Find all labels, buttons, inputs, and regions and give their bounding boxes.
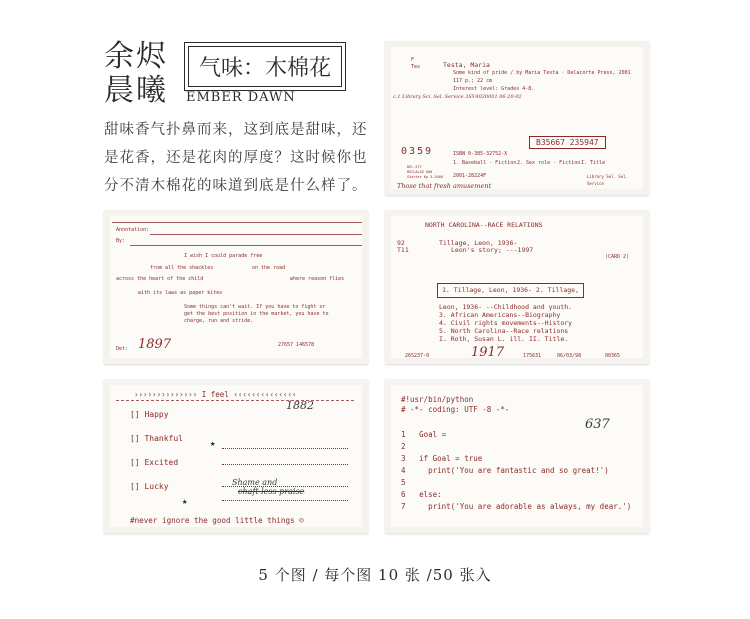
card-handwriting: 1917 <box>471 345 505 360</box>
card-text: 27657 146578 <box>278 342 315 348</box>
card-text: 06/03/98 <box>557 353 582 359</box>
card-text: on the road <box>252 265 286 271</box>
card-text: I. Roth, Susan L. ill. II. Title. <box>439 335 569 343</box>
card-text: 2. Sex role · Fiction <box>517 160 581 166</box>
line-number: 1 <box>401 430 406 439</box>
card-text: Tes <box>411 64 421 70</box>
card-text: Interest level: Grades 4-8. <box>453 86 535 92</box>
card-text: I. Title <box>581 160 606 166</box>
title-line2: 晨曦 <box>104 73 168 108</box>
card-text: across the heart of the child <box>116 276 204 282</box>
code-coding: # -*- coding: UTF -8 -*- <box>401 405 510 414</box>
divider <box>150 234 362 235</box>
card-text: Starter Kp 3-2008 <box>407 175 443 179</box>
card-text: Some kind of pride / by Maria Testa · Delacorte Press, 2001 <box>453 70 631 76</box>
card-text: 117 p.; 22 cm <box>453 78 493 84</box>
card-text: from all the shackles <box>150 265 214 271</box>
line-text: else: <box>419 490 442 499</box>
scribble: Shame and <box>232 478 278 487</box>
card-text: F <box>411 57 415 63</box>
card-text: T11 <box>397 246 409 254</box>
line-number: 6 <box>401 490 406 499</box>
line-number: 7 <box>401 502 406 511</box>
card-catalog-testa <box>385 41 649 195</box>
card-text: 4. Civil rights movements--History <box>439 319 573 327</box>
card-text: charge, run and stride. <box>184 318 254 324</box>
card-text: Library Sel. Sel. Service <box>587 174 628 186</box>
code-line <box>401 453 631 465</box>
card-text: 265237·0 <box>405 353 430 359</box>
dotted-line <box>222 448 348 449</box>
card-text: Tillage, Leon, 1936- <box>439 239 518 247</box>
star-icon: ★ <box>210 439 216 449</box>
title-line1: 余烬 <box>104 39 168 74</box>
card-annotation-poem <box>104 210 368 364</box>
smell-label: 气味：木棉花 <box>188 46 342 87</box>
card-label: (CARD 2) <box>605 254 630 260</box>
divider <box>112 222 362 223</box>
card-python-code <box>385 379 649 533</box>
card-text: 2001-28224F <box>453 173 487 179</box>
card-text: I wish I could parade free <box>184 253 263 259</box>
code-line <box>401 501 631 513</box>
card-by-label: By: <box>116 238 126 244</box>
card-text: 5. North Carolina--Race relations <box>439 327 569 335</box>
line-number: 3 <box>401 454 406 463</box>
code-line <box>401 429 631 441</box>
line-text: Goal = <box>419 430 447 439</box>
footer-caption: 5 个图 / 每个图 10 张 /50 张入 <box>258 566 492 584</box>
line-number: 4 <box>401 466 406 475</box>
dotted-line <box>222 500 348 501</box>
code-line <box>401 477 631 489</box>
star-icon: ★ <box>182 497 188 507</box>
code-shebang: #!usr/bin/python <box>401 395 474 404</box>
line-text: print('You are fantastic and so great!') <box>419 466 609 475</box>
card-annotation-label: Annotation: <box>116 227 150 233</box>
smell-label-box <box>184 42 346 91</box>
card-text: 1. Baseball · Fiction <box>453 160 517 166</box>
card-i-feel <box>104 379 368 533</box>
card-header: ›››››››››››››› I feel ‹‹‹‹‹‹‹‹‹‹‹‹‹‹ <box>134 390 297 399</box>
subtitle: EMBER DAWN <box>186 90 296 105</box>
card-text: get the best position in the market, you have to <box>184 311 329 317</box>
card-footer-text: #never ignore the good little things ☺ <box>130 516 304 525</box>
card-text: where reason flies <box>290 276 345 282</box>
divider <box>130 245 362 246</box>
card-catalog-tillage <box>385 210 649 364</box>
card-text: with its laws as paper kites <box>138 290 223 296</box>
card-small <box>407 165 443 180</box>
card-stamp: B35667 235947 <box>529 136 606 149</box>
card-text: Leon, 1936- --Childhood and youth. <box>439 303 573 311</box>
card-handwriting: 637 <box>585 417 610 432</box>
line-text: print('You are adorable as always, my dear.') <box>419 502 632 511</box>
card-heading: NORTH CAROLINA--RACE RELATIONS <box>425 221 543 229</box>
card-text: 92 <box>397 239 405 247</box>
code-line <box>401 465 631 477</box>
dotted-line <box>222 464 348 465</box>
card-text: Some things can't wait. If you have to fight or <box>184 304 326 310</box>
card-text: BSCLALSG 000 <box>407 170 433 174</box>
desc-line: 甜味香气扑鼻而来，这到底是甜味，还 <box>104 122 368 138</box>
code-line <box>401 489 631 501</box>
code-block <box>401 429 631 513</box>
card-handwriting: 1882 <box>286 399 314 412</box>
card-det-label: Det: <box>116 346 129 352</box>
card-boxed-text: 1. Tillage, Leon, 1936- 2. Tillage, <box>437 283 584 298</box>
desc-line: 分不清木棉花的味道到底是什么样了。 <box>104 178 368 194</box>
checklist-item-lucky: [] Lucky <box>130 482 169 491</box>
line-number: 5 <box>401 478 406 487</box>
line-number: 2 <box>401 442 406 451</box>
card-text: Leon's story; ---1997 <box>451 246 534 254</box>
card-isbn: ISBN 0-385-32752-X <box>453 151 508 157</box>
checklist-item-happy: [] Happy <box>130 410 169 419</box>
card-handwriting: Those that fresh amusement <box>397 182 492 190</box>
card-text: 3. African Americans--Biography <box>439 311 561 319</box>
card-text: DEL-STY <box>407 165 422 169</box>
checklist-item-excited: [] Excited <box>130 458 179 467</box>
divider <box>116 400 354 401</box>
checklist-item-thankful: [] Thankful <box>130 434 183 443</box>
card-number: 0359 <box>401 146 434 157</box>
card-text: 00365 <box>605 353 621 359</box>
card-text: c.1 Library Sci. Sel. Service 3SV4020001 06-20-02 <box>393 94 522 100</box>
card-author: Testa, Maria <box>443 61 490 69</box>
card-text: 175631 <box>523 353 542 359</box>
scribble: chaft less praise <box>238 487 305 496</box>
card-handwriting: 1897 <box>138 337 172 352</box>
desc-line: 是花香，还是花肉的厚度？这时候你也 <box>104 150 368 166</box>
code-line <box>401 441 631 453</box>
line-text: if Goal = true <box>419 454 483 463</box>
description <box>104 116 374 200</box>
